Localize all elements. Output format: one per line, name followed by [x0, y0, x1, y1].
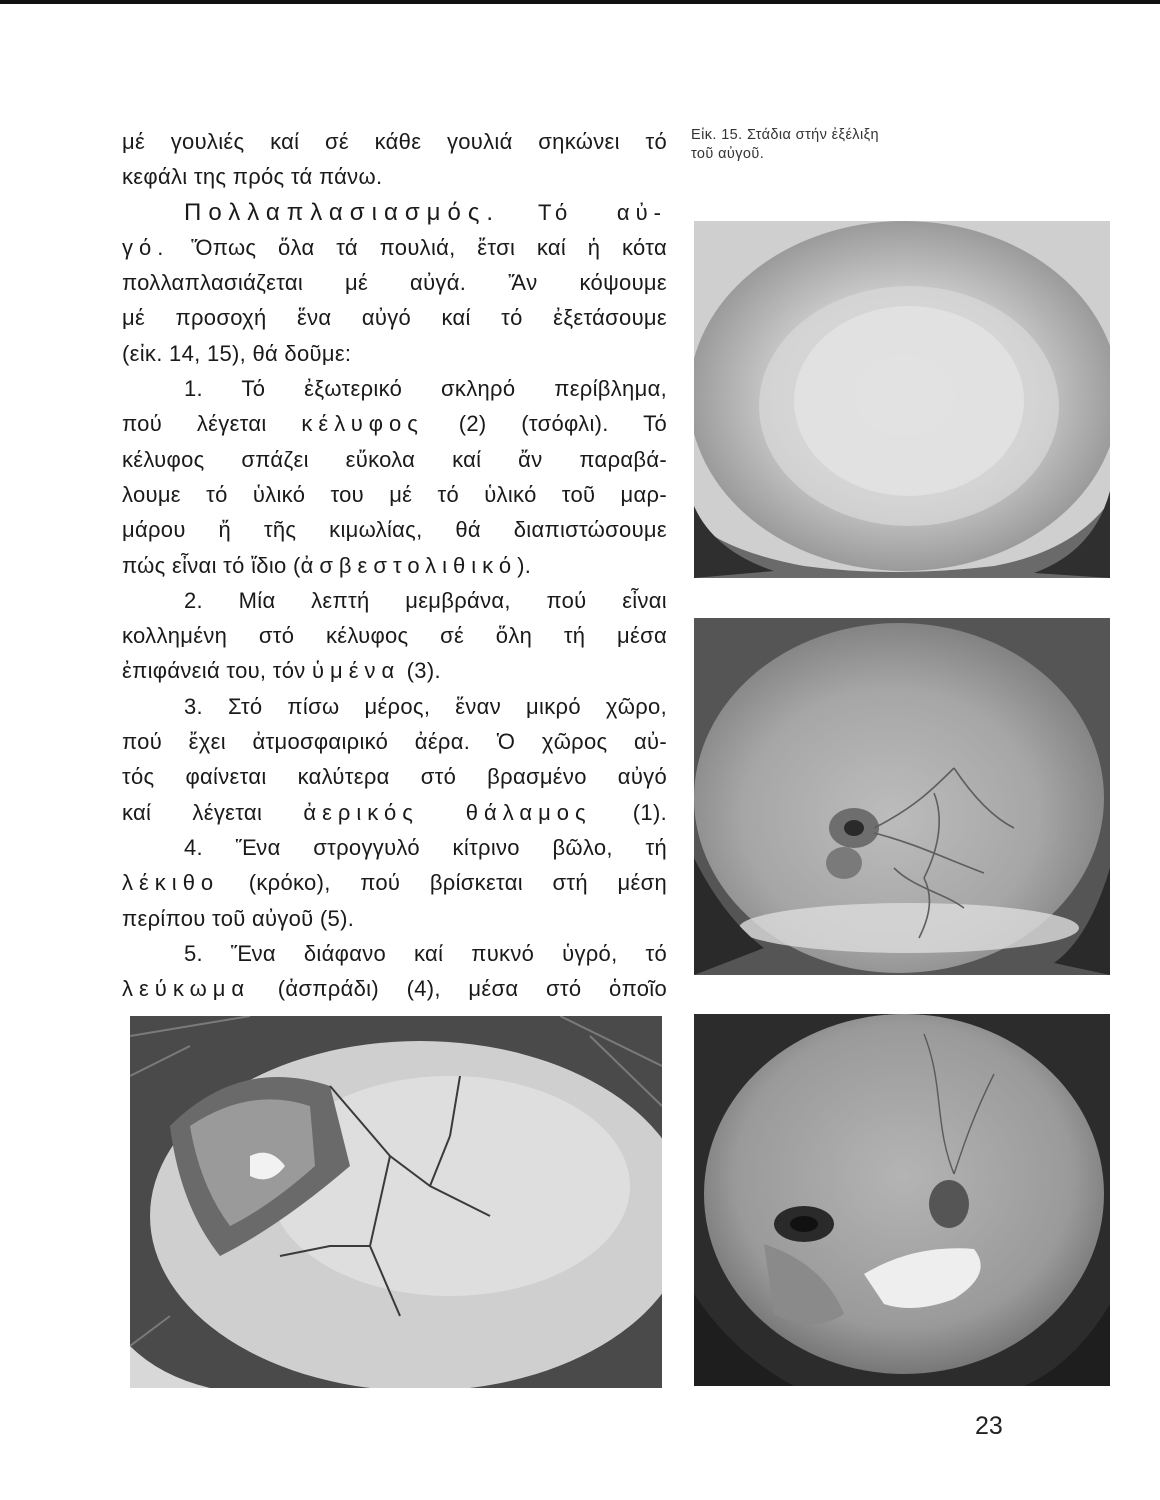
text-line: πού λέγεται κέλυφος (2) (τσόφλι). Τό: [122, 411, 667, 437]
text-line: μέ γουλιές καί σέ κάθε γουλιά σηκώνει τό: [122, 129, 667, 154]
text-line: πού ἔχει ἀτμοσφαιρικό ἀέρα. Ὁ χῶρος αὐ-: [122, 729, 667, 755]
text-line: καί λέγεται ἀερικός θάλαμος (1).: [122, 799, 667, 825]
page-number: 23: [975, 1412, 1003, 1440]
term-kelyfos: κέλυφος: [301, 411, 424, 437]
text-line: λουμε τό ὑλικό του μέ τό ὑλικό τοῦ μαρ-: [122, 481, 667, 507]
text-line: λεύκωμα (ἀσπράδι) (4), μέσα στό ὁποῖο: [122, 976, 667, 1002]
heading-subterm: Τό αὐ-: [538, 199, 667, 225]
text-line: λέκιθο (κρόκο), πού βρίσκεται στή μέση: [122, 870, 667, 896]
caption-line: Εἰκ. 15. Στάδια στήν ἐξέλιξη: [691, 127, 879, 143]
text-line: ἐπιφάνειά του, τόν ὑμένα (3).: [122, 658, 441, 684]
list-item-3: 3. Στό πίσω μέρος, ἕναν μικρό χῶρο,: [184, 693, 667, 719]
top-rule: [0, 0, 1160, 4]
list-item-2: 2. Μία λεπτή μεμβράνα, πού εἶναι: [184, 587, 667, 613]
term-ymenas: ὑμένα: [312, 658, 401, 684]
term-lefkoma: λεύκωμα: [122, 976, 251, 1002]
text-line: μέ προσοχή ἕνα αὐγό καί τό ἐξετάσουμε: [122, 305, 667, 331]
body-text: [122, 124, 667, 1006]
text-line: κέλυφος σπάζει εὔκολα καί ἄν παραβά-: [122, 446, 667, 472]
list-item-4: 4. Ἕνα στρογγυλό κίτρινο βῶλο, τή: [184, 834, 667, 860]
text-line: πολλαπλασιάζεται μέ αὐγά. Ἄν κόψουμε: [122, 270, 667, 296]
list-item-5: 5. Ἕνα διάφανο καί πυκνό ὑγρό, τό: [184, 940, 667, 966]
text-line: περίπου τοῦ αὐγοῦ (5).: [122, 905, 355, 931]
section-heading: [122, 195, 667, 230]
text-line: μάρου ἤ τῆς κιμωλίας, θά διαπιστώσουμε: [122, 517, 667, 543]
photo-egg-stage-3: [694, 1014, 1110, 1386]
photo-egg-stage-1: [694, 221, 1110, 578]
text-line: πώς εἶναι τό ἴδιο (ἀσβεστολιθικό).: [122, 552, 532, 578]
term-lekithos: λέκιθο: [122, 870, 220, 896]
photo-hatching-egg: [130, 1016, 662, 1388]
caption-line: τοῦ αὐγοῦ.: [691, 146, 765, 162]
term-asvestolithiko: ἀσβεστολιθικό: [300, 552, 518, 578]
text-line: τός φαίνεται καλύτερα στό βρασμένο αὐγό: [122, 764, 667, 790]
heading-term: Πολλαπλασιασμός.: [184, 198, 501, 226]
text-line: κολλημένη στό κέλυφος σέ ὅλη τή μέσα: [122, 623, 667, 649]
text-line: γό. Ὅπως ὅλα τά πουλιά, ἔτσι καί ἡ κότα: [122, 234, 667, 260]
term-aerikos-thalamos: ἀερικός θάλαμος: [303, 799, 592, 825]
figure-caption: [691, 126, 991, 164]
text-line: κεφάλι της πρός τά πάνω.: [122, 164, 383, 190]
photo-egg-stage-2: [694, 618, 1110, 975]
list-item-1: 1. Τό ἐξωτερικό σκληρό περίβλημα,: [184, 376, 667, 402]
text-line: (εἰκ. 14, 15), θά δοῦμε:: [122, 340, 352, 366]
